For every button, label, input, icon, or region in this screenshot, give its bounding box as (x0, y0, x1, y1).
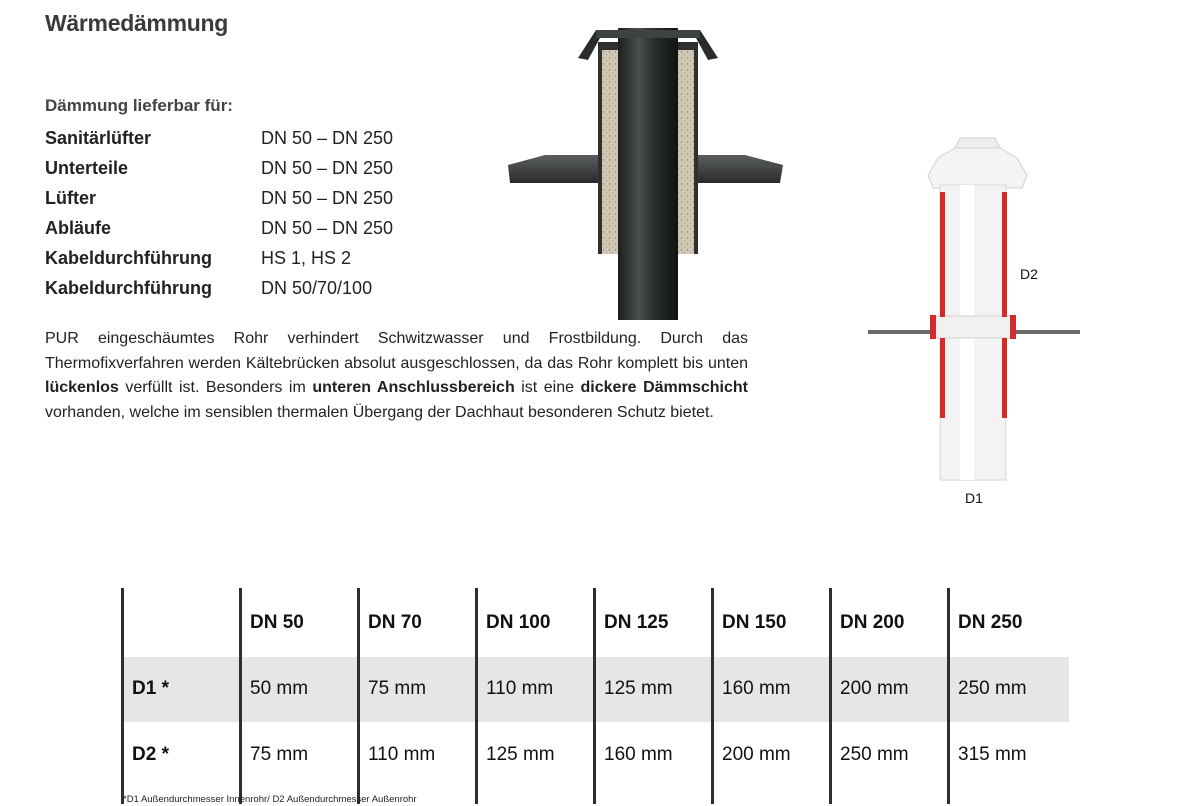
column-divider (711, 588, 714, 804)
column-divider (357, 588, 360, 804)
table-cell: 110 mm (486, 678, 554, 699)
column-divider (829, 588, 832, 804)
table-cell: 125 mm (486, 744, 555, 765)
product-range: DN 50 – DN 250 (261, 158, 394, 178)
product-row (45, 248, 351, 272)
table-cell: 160 mm (722, 678, 791, 699)
table-header: DN 150 (722, 612, 787, 633)
table-header: DN 100 (486, 612, 551, 633)
product-name: Kabeldurchführung (45, 248, 212, 268)
product-range: DN 50 – DN 250 (261, 128, 394, 148)
column-divider (475, 588, 478, 804)
product-name: Sanitärlüfter (45, 128, 152, 148)
table-header: DN 200 (840, 612, 905, 633)
table-header: DN 250 (958, 612, 1023, 633)
description-paragraph (45, 327, 748, 425)
label-d2: D2 (1020, 266, 1038, 282)
table-cell: 200 mm (722, 744, 791, 765)
table-cell: 110 mm (368, 744, 436, 765)
table-cell: 75 mm (250, 744, 309, 765)
product-name: Lüfter (45, 188, 96, 208)
product-name: Abläufe (45, 218, 112, 238)
product-range: DN 50 – DN 250 (261, 218, 394, 238)
column-divider (239, 588, 242, 804)
table-cell: 125 mm (604, 678, 673, 699)
table-header: DN 70 (368, 612, 422, 633)
product-row (45, 278, 372, 302)
paragraph-emphasis: dickere Dämmschicht (580, 379, 749, 396)
paragraph-text: ist eine (514, 379, 581, 396)
product-name: Kabeldurchführung (45, 278, 212, 298)
page-title: Wärmedämmung (45, 10, 228, 36)
product-range: DN 50/70/100 (261, 278, 373, 298)
product-row (45, 128, 393, 152)
row-label-d2: D2 * (132, 744, 169, 765)
table-footnote: *D1 Außendurchmesser Innenrohr/ D2 Außendurchmesser Außenrohr (123, 794, 417, 805)
column-divider (947, 588, 950, 804)
paragraph-text: verfüllt ist. Besonders im (118, 379, 313, 396)
table-cell: 315 mm (958, 744, 1027, 765)
table-cell: 75 mm (368, 678, 427, 699)
table-cell: 200 mm (840, 678, 909, 699)
table-cell: 50 mm (250, 678, 309, 699)
column-divider (121, 588, 124, 804)
product-row (45, 218, 393, 242)
paragraph-text: vorhanden, welche im sensiblen thermalen Übergang der Dachhaut besonderen Schutz bietet. (45, 403, 714, 421)
table-cell: 250 mm (958, 678, 1027, 699)
table-cell: 250 mm (840, 744, 909, 765)
label-d1: D1 (965, 490, 983, 506)
table-cell: 160 mm (604, 744, 673, 765)
dimension-diagram (860, 130, 1090, 490)
paragraph-text: PUR eingeschäumtes Rohr verhindert Schwitzwasser und Frostbildung. Durch das Thermofixverfahren werden Kältebrücken absolut ausgeschlossen, da das Rohr komplett bis unten (45, 330, 748, 372)
column-divider (593, 588, 596, 804)
row-label-d1: D1 * (132, 678, 169, 699)
product-name: Unterteile (45, 158, 129, 178)
product-range: DN 50 – DN 250 (261, 188, 394, 208)
product-range: HS 1, HS 2 (261, 248, 352, 268)
product-row (45, 188, 393, 212)
table-header: DN 50 (250, 612, 304, 633)
table-header: DN 125 (604, 612, 669, 633)
section-subtitle: Dämmung lieferbar für: (45, 96, 233, 115)
paragraph-emphasis: unteren Anschlussbereich (312, 379, 515, 396)
pipe-cross-section-image (500, 20, 790, 320)
product-row (45, 158, 393, 182)
paragraph-emphasis: lückenlos (45, 379, 119, 396)
